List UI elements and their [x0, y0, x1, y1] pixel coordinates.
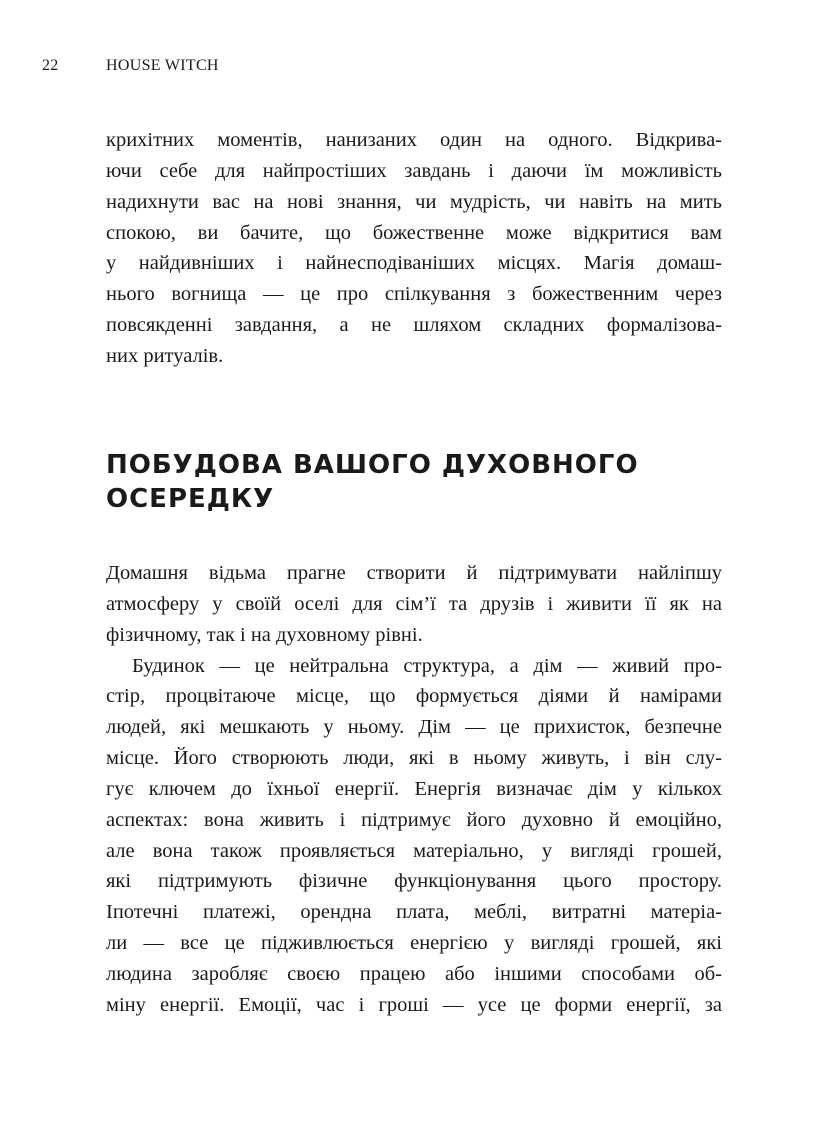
text-line: Будинок — це нейтральна структура, а дім — живий про- [132, 654, 722, 677]
text-line: гує ключем до їхньої енергії. Енергія визначає дім у кількох [106, 777, 722, 800]
text-line: у найдивніших і найнесподіваніших місцях. Магія домаш- [106, 252, 722, 275]
page-number: 22 [42, 57, 59, 74]
text-line: але вона також проявляється матеріально, у вигляді грошей, [106, 839, 722, 862]
text-line: міну енергії. Емоції, час і гроші — усе це форми енергії, за [106, 993, 722, 1016]
text-line: стір, процвітаюче місце, що формується діями й намірами [106, 685, 722, 708]
paragraph-1 [106, 125, 722, 372]
text-line: них ритуалів. [106, 344, 224, 367]
text-line: аспектах: вона живить і підтримує його духовно й емоційно, [106, 808, 722, 831]
section-heading [106, 448, 639, 516]
paragraph-2 [106, 558, 722, 651]
text-line: людей, які мешкають у ньому. Дім — це прихисток, безпечне [106, 716, 722, 739]
text-line: атмосферу у своїй оселі для сім’ї та друзів і живити її як на [106, 592, 722, 615]
text-line: Іпотечні платежі, орендна плата, меблі, витратні матеріа- [106, 901, 722, 924]
text-line: ючи себе для найпростіших завдань і даючи їм можливість [106, 159, 722, 182]
text-line: крихітних моментів, нанизаних один на одного. Відкрива- [106, 129, 722, 151]
text-line: спокою, ви бачите, що божественне може відкритися вам [106, 221, 722, 244]
text-line: які підтримують фізичне функціонування цього простору. [106, 870, 722, 893]
running-title: HOUSE WITCH [106, 57, 219, 74]
text-line: ли — все це підживлюється енергією у вигляді грошей, які [106, 932, 722, 955]
heading-line: ОСЕРЕДКУ [106, 484, 275, 514]
text-line: нього вогнища — це про спілкування з божественним через [106, 283, 722, 306]
text-line: надихнути вас на нові знання, чи мудрість, чи навіть на мить [106, 190, 722, 213]
text-line: місце. Його створюють люди, які в ньому живуть, і він слу- [106, 747, 722, 770]
text-line: фізичному, так і на духовному рівні. [106, 623, 423, 646]
paragraph-3 [106, 651, 722, 1021]
text-line: повсякденні завдання, а не шляхом складних формалізова- [106, 314, 722, 337]
text-line: людина заробляє своєю працею або іншими способами об- [106, 962, 722, 985]
text-line: Домашня відьма прагне створити й підтримувати найліпшу [106, 562, 722, 584]
heading-line: ПОБУДОВА ВАШОГО ДУХОВНОГО [106, 450, 639, 480]
